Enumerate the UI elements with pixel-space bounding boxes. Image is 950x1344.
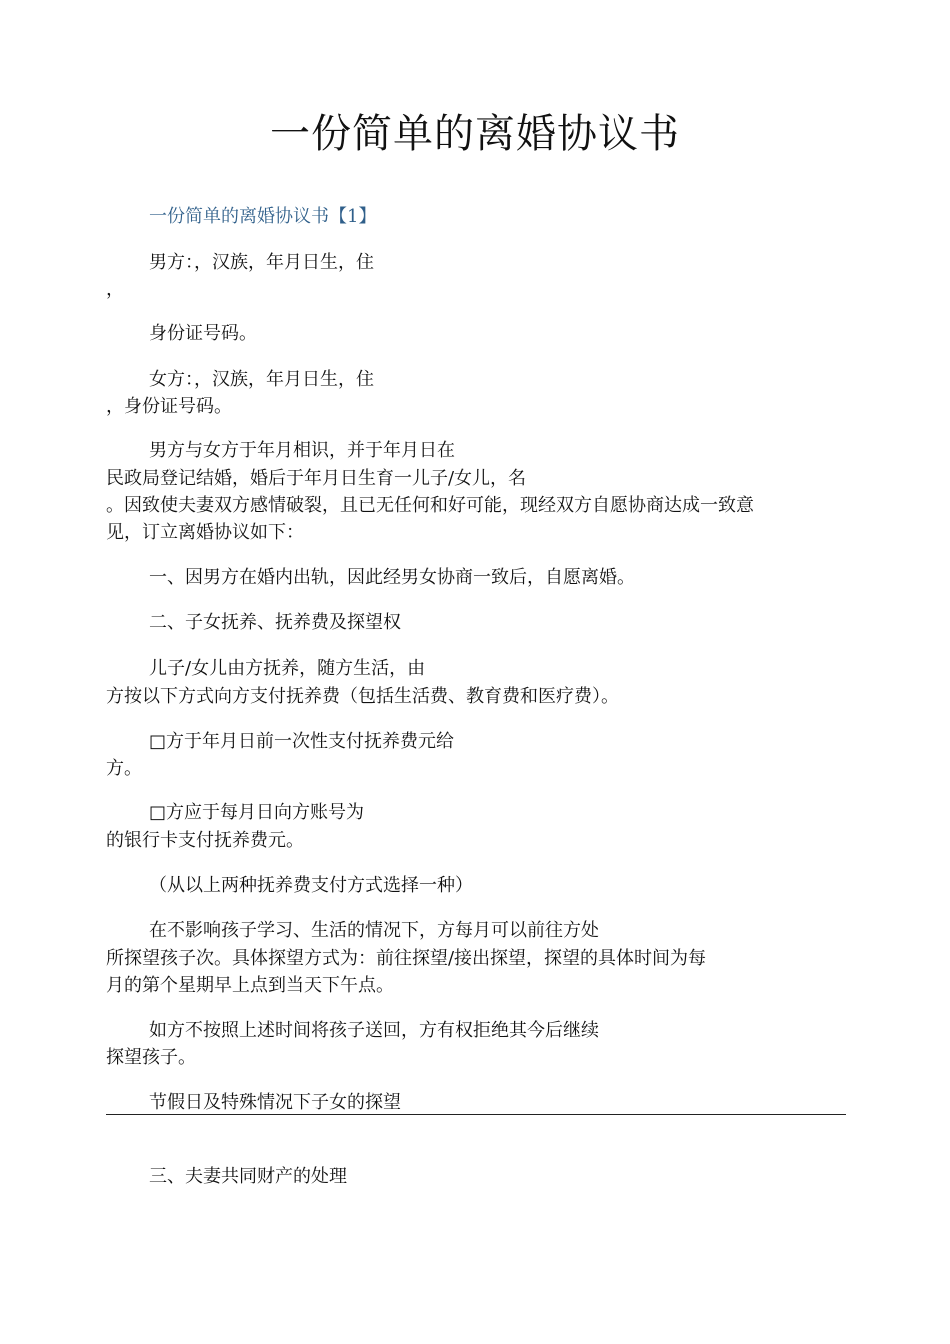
paragraph-line: 见，订立离婚协议如下： [106,522,304,543]
paragraph-line: 所探望孩子次。具体探望方式为：前往探望/接出探望，探望的具体时间为每 [106,948,707,969]
document-subtitle-link[interactable]: 一份简单的离婚协议书【1】 [149,206,377,227]
paragraph-line: 儿子/女儿由方抚养，随方生活，由 [149,658,426,679]
paragraph-line: 如方不按照上述时间将孩子送回，方有权拒绝其今后继续 [149,1020,599,1041]
paragraph-line: 男方：，汉族，年月日生，住 [149,252,374,273]
paragraph-line: 探望孩子。 [106,1047,196,1068]
paragraph-line: 。因致使夫妻双方感情破裂，且已无任何和好可能，现经双方自愿协商达成一致意 [106,495,754,516]
paragraph-line: 在不影响孩子学习、生活的情况下，方每月可以前往方处 [149,920,599,941]
paragraph-line: ，身份证号码。 [106,396,232,417]
paragraph-line: （从以上两种抚养费支付方式选择一种） [149,875,473,896]
paragraph-line: □方应于每月日向方账号为 [149,802,365,823]
paragraph-line: 一、因男方在婚内出轨，因此经男女协商一致后，自愿离婚。 [149,567,635,588]
horizontal-rule [106,1114,846,1115]
paragraph-line: ， [106,279,124,300]
paragraph-line: 二、子女抚养、抚养费及探望权 [149,612,401,633]
paragraph-line: 月的第个星期早上点到当天下午点。 [106,975,394,996]
paragraph-line: 身份证号码。 [149,323,257,344]
paragraph-line: □方于年月日前一次性支付抚养费元给 [149,731,455,752]
paragraph-line: 男方与女方于年月相识，并于年月日在 [149,440,455,461]
document-title: 一份简单的离婚协议书 [270,111,680,157]
paragraph-line: 方按以下方式向方支付抚养费（包括生活费、教育费和医疗费）。 [106,686,619,707]
paragraph-line: 的银行卡支付抚养费元。 [106,830,304,851]
paragraph-line: 女方：，汉族，年月日生，住 [149,369,374,390]
paragraph-line: 节假日及特殊情况下子女的探望 [149,1092,401,1113]
paragraph-line: 民政局登记结婚，婚后于年月日生育一儿子/女儿，名 [106,468,527,489]
paragraph-line: 方。 [106,758,142,779]
section-heading: 三、夫妻共同财产的处理 [149,1166,347,1187]
